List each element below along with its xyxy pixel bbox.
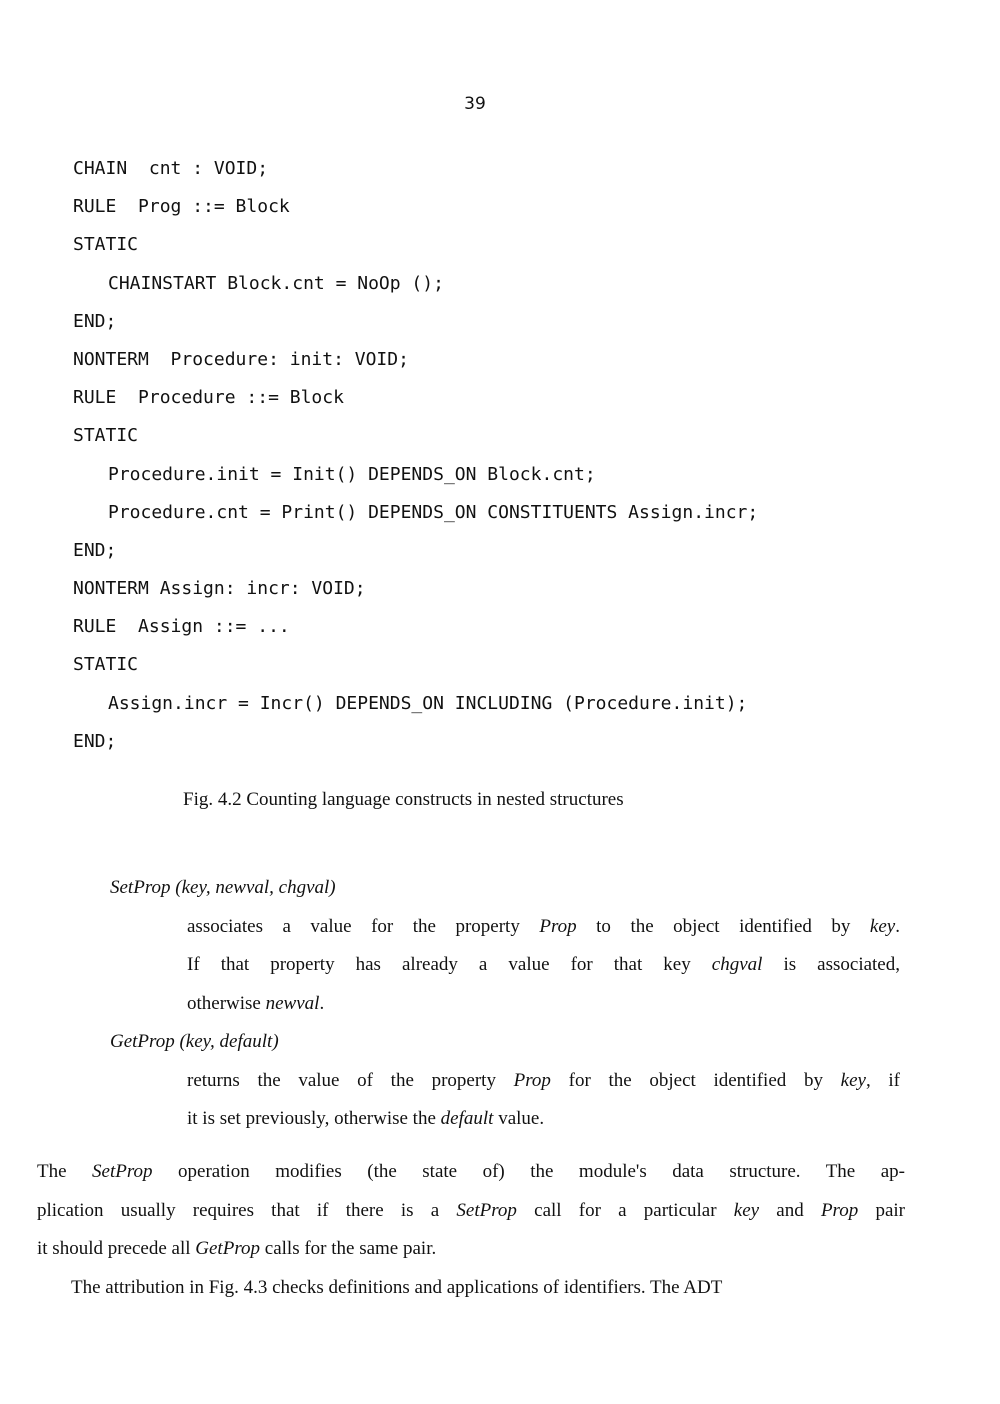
definition-term: GetProp (key, default) — [110, 1031, 279, 1052]
page-number: 39 — [464, 94, 486, 114]
code-line: END; — [73, 310, 117, 332]
code-line: CHAINSTART Block.cnt = NoOp (); — [108, 272, 444, 294]
text-line: returns the value of the property Prop for the object identified by key, if — [187, 1069, 900, 1091]
code-line: Assign.incr = Incr() DEPENDS_ON INCLUDING (Procedure.init); — [108, 692, 748, 714]
text-line: associates a value for the property Prop to the object identified by key. — [187, 915, 900, 937]
definition-description — [187, 1067, 900, 1144]
body-paragraph-1 — [37, 1158, 905, 1274]
code-line: NONTERM Assign: incr: VOID; — [73, 578, 366, 600]
code-line: STATIC — [73, 654, 139, 676]
definition-description — [187, 913, 900, 1029]
code-listing — [73, 154, 758, 765]
text-line: it should precede all GetProp calls for the same pair. — [37, 1238, 437, 1259]
code-line: STATIC — [73, 425, 139, 447]
definition-term: SetProp (key, newval, chgval) — [110, 877, 336, 898]
definition-list — [110, 874, 900, 1144]
code-line: NONTERM Procedure: init: VOID; — [73, 348, 409, 370]
text-line: it is set previously, otherwise the default value. — [187, 1108, 545, 1129]
code-line: END; — [73, 730, 117, 752]
text-line: If that property has already a value for that key chgval is associated, — [187, 954, 900, 975]
code-line: RULE Assign ::= ... — [73, 616, 290, 638]
text-line: otherwise newval. — [187, 992, 325, 1014]
code-line: END; — [73, 539, 117, 561]
code-line: Procedure.cnt = Print() DEPENDS_ON CONSTITUENTS Assign.incr; — [108, 501, 759, 523]
code-line: RULE Procedure ::= Block — [73, 387, 344, 409]
code-line: STATIC — [73, 234, 139, 256]
body-paragraph-2 — [37, 1274, 905, 1313]
code-line: Procedure.init = Init() DEPENDS_ON Block.cnt; — [108, 463, 596, 485]
text-line: The SetProp operation modifies (the state of) the module's data structure. The ap- — [37, 1161, 905, 1182]
code-line: CHAIN cnt : VOID; — [73, 158, 269, 179]
text-line: plication usually requires that if there is a SetProp call for a particular key and Prop pair — [37, 1199, 905, 1221]
text-line: The attribution in Fig. 4.3 checks definitions and applications of identifiers. The ADT — [71, 1277, 723, 1298]
code-line: RULE Prog ::= Block — [73, 196, 290, 218]
figure-caption: Fig. 4.2 Counting language constructs in nested structures — [183, 789, 624, 810]
